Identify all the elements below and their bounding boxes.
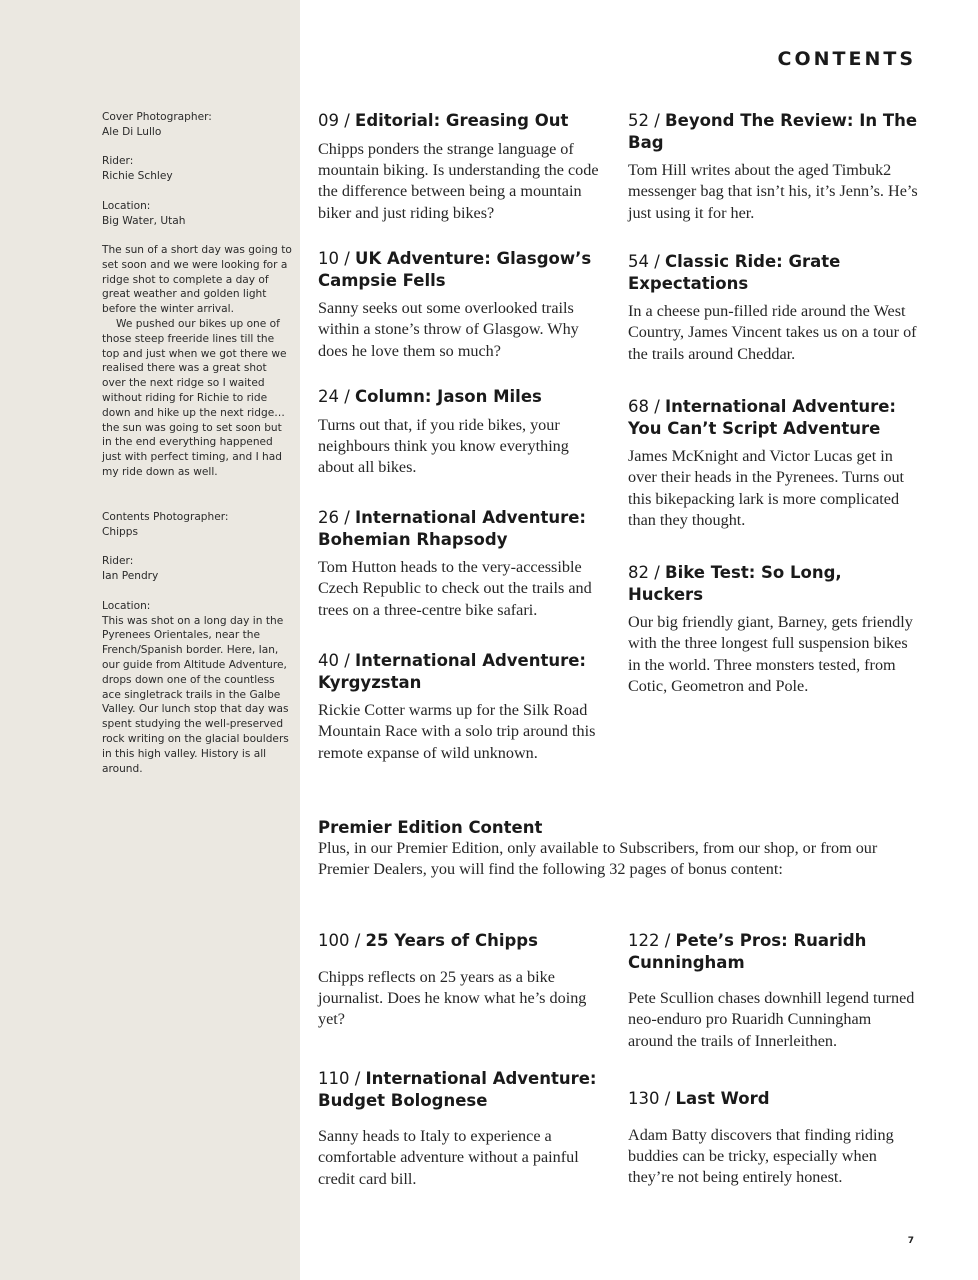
entry-heading (318, 930, 608, 952)
cover-photographer-name: Ale Di Lullo (102, 125, 162, 138)
contents-entry[interactable] (628, 396, 918, 532)
entry-description: In a cheese pun-filled ride around the West Country, James Vincent takes us on a tour of the trails around Cheddar. (628, 302, 917, 363)
cover-photographer-label: Cover Photographer: (102, 111, 212, 123)
entry-page-number: 100 / (318, 931, 366, 950)
contents-entry[interactable] (318, 110, 608, 224)
entry-description: Sanny seeks out some overlooked trails within a stone’s throw of Glasgow. Why does he love them so much? (318, 299, 579, 360)
contents-rider-name: Ian Pendry (102, 570, 159, 583)
cover-caption-paragraph: We pushed our bikes up one of those steep freeride lines till the top and just when we got there we realised there was a great shot over the next ridge so I waited without riding for Richie to ride down and hike up the next ridge… the sun was going to set soon but in the end everything happened just with perfect timing, and I had my ride down as well. (102, 317, 287, 478)
entry-title: Pete’s Pros: Ruaridh Cunningham (628, 931, 867, 972)
entry-page-number: 52 / (628, 111, 666, 130)
entry-description: Pete Scullion chases downhill legend turned neo-enduro pro Ruaridh Cunningham around the trails of Innerleithen. (628, 989, 915, 1050)
entry-heading (318, 110, 608, 132)
entry-heading (628, 1088, 918, 1110)
premier-entry[interactable] (628, 930, 918, 1052)
entry-title: Last Word (675, 1089, 770, 1108)
entry-page-number: 26 / (318, 508, 356, 527)
contents-entry[interactable] (628, 562, 918, 698)
entry-title: UK Adventure: Glasgow’s Campsie Fells (318, 249, 592, 290)
cover-rider-label: Rider: (102, 155, 134, 168)
premier-heading: Premier Edition Content (318, 818, 543, 837)
cover-rider-name: Richie Schley (102, 170, 173, 183)
entry-title: International Adventure: You Can’t Script Adventure (628, 397, 897, 438)
entry-description: Our big friendly giant, Barney, gets friendly with the three longest full suspension bikes in the world. Three monsters tested, from Cotic, Geometron and Pole. (628, 613, 913, 696)
contents-entry[interactable] (628, 110, 918, 224)
entry-page-number: 09 / (318, 111, 356, 130)
contents-location-label: Location: (102, 599, 151, 612)
entry-description: Adam Batty discovers that finding riding buddies can be tricky, especially when they’re not being entirely honest. (628, 1125, 894, 1187)
contents-entry[interactable] (318, 386, 608, 479)
entry-page-number: 10 / (318, 249, 356, 268)
entry-heading (628, 110, 918, 153)
contents-rider-label: Rider: (102, 555, 134, 568)
entry-title: Bike Test: So Long, Huckers (628, 563, 842, 604)
entry-page-number: 122 / (628, 931, 676, 950)
page-title: CONTENTS (777, 48, 916, 70)
cover-caption (102, 243, 292, 480)
entry-title: Column: Jason Miles (355, 387, 542, 406)
entry-title: Editorial: Greasing Out (355, 111, 569, 130)
cover-photo-credits (102, 110, 292, 243)
entry-page-number: 24 / (318, 387, 356, 406)
premier-intro: Plus, in our Premier Edition, only available to Subscribers, from our shop, or from our Premier Dealers, you will find the following 32 pages of bonus content: (318, 839, 878, 879)
entry-page-number: 82 / (628, 563, 666, 582)
entry-description: Tom Hutton heads to the very-accessible Czech Republic to check out the trails and trees on a three-centre bike safari. (318, 558, 592, 619)
cover-location-name: Big Water, Utah (102, 214, 186, 227)
entry-description: Rickie Cotter warms up for the Silk Road Mountain Race with a solo trip around this remote expanse of wild unknown. (318, 701, 596, 762)
entry-page-number: 68 / (628, 397, 666, 416)
cover-caption-paragraph: The sun of a short day was going to set soon and we were looking for a ridge shot to complete a day of great weather and golden light before the winter arrival. (102, 244, 292, 316)
entry-description: Turns out that, if you ride bikes, your neighbours think you know everything about all bikes. (318, 415, 569, 477)
premier-entry[interactable] (318, 930, 608, 1031)
entry-heading (318, 650, 608, 693)
entry-description: Sanny heads to Italy to experience a comfortable adventure without a painful credit card bill. (318, 1127, 579, 1188)
premier-entry[interactable] (628, 1088, 918, 1189)
entry-heading (318, 1068, 608, 1111)
entry-description: Tom Hill writes about the aged Timbuk2 messenger bag that isn’t his, it’s Jenn’s. He’s just using it for her. (628, 161, 918, 222)
premier-section (318, 817, 918, 881)
entry-title: 25 Years of Chipps (365, 931, 538, 950)
entry-page-number: 110 / (318, 1069, 366, 1088)
entry-description: James McKnight and Victor Lucas get in over their heads in the Pyrenees. Turns out this bikepacking lark is more complicated than they thought. (628, 447, 905, 530)
entry-heading (628, 562, 918, 605)
entry-heading (318, 386, 608, 408)
sidebar-panel (0, 0, 300, 1280)
contents-entry[interactable] (318, 507, 608, 621)
page-number: 7 (907, 1236, 914, 1246)
entry-page-number: 130 / (628, 1089, 676, 1108)
entry-title: Classic Ride: Grate Expectations (628, 252, 841, 293)
entry-title: International Adventure: Kyrgyzstan (318, 651, 587, 692)
contents-photographer-name: Chipps (102, 525, 139, 538)
contents-entry[interactable] (628, 251, 918, 365)
entry-title: International Adventure: Bohemian Rhapsody (318, 508, 587, 549)
entry-description: Chipps reflects on 25 years as a bike journalist. Does he know what he’s doing yet? (318, 967, 587, 1029)
contents-photographer-label: Contents Photographer: (102, 511, 229, 523)
contents-entry[interactable] (318, 650, 608, 764)
entry-title: Beyond The Review: In The Bag (628, 111, 918, 152)
entry-heading (628, 396, 918, 439)
contents-entry[interactable] (318, 248, 608, 362)
cover-location-label: Location: (102, 199, 151, 212)
entry-heading (628, 251, 918, 294)
contents-photo-credits (102, 510, 292, 776)
entry-page-number: 54 / (628, 252, 666, 271)
entry-heading (318, 507, 608, 550)
entry-heading (318, 248, 608, 291)
contents-caption: This was shot on a long day in the Pyrenees Orientales, near the French/Spanish border. Here, Ian, our guide from Altitude Adventure, drops down one of the countless ace singletrack trails in the Galbe Valley. Our lunch stop that day was spent studying the well-preserved rock writing on the glacial boulders in this high valley. History is all around. (102, 614, 289, 775)
entry-description: Chipps ponders the strange language of mountain biking. Is understanding the code the difference between being a mountain biker and just riding bikes? (318, 139, 599, 222)
entry-heading (628, 930, 918, 973)
entry-title: International Adventure: Budget Bolognese (318, 1069, 597, 1110)
premier-entry[interactable] (318, 1068, 608, 1190)
entry-page-number: 40 / (318, 651, 356, 670)
